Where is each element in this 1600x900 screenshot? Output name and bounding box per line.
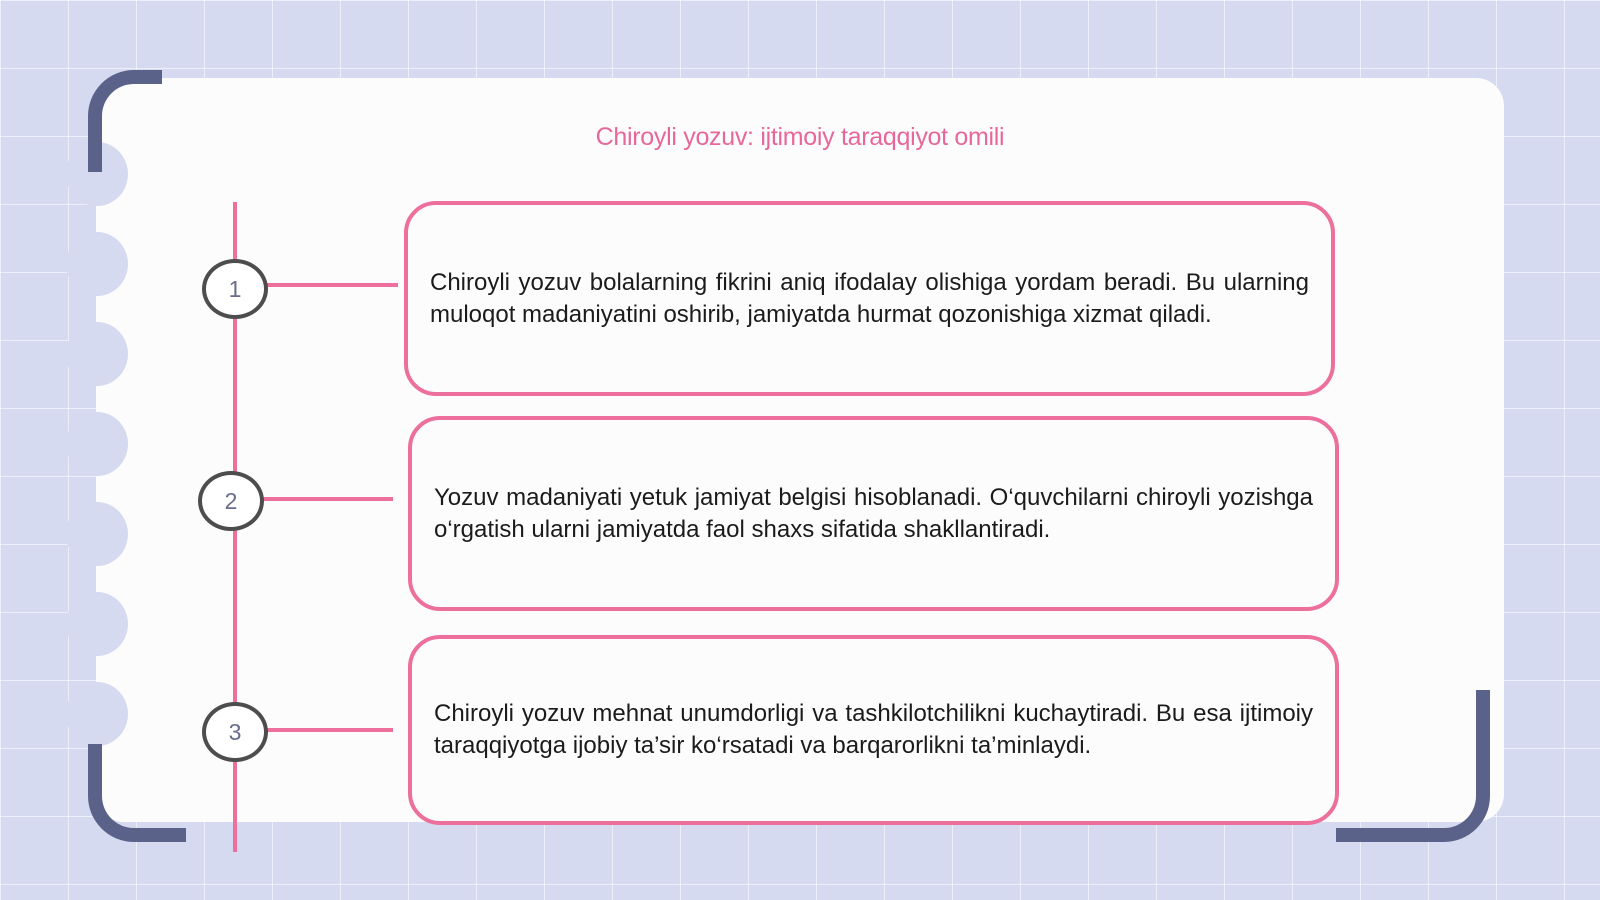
frame-corner-bottom-left [88, 744, 186, 842]
paper-notch [66, 232, 128, 296]
frame-corner-bottom-right [1336, 690, 1490, 842]
frame-corner-top-left [88, 70, 162, 172]
info-card-text: Chiroyli yozuv bolalarning fikrini aniq ifodalay olishiga yordam beradi. Bu ularning muloqot madaniyatini oshirib, jamiyatda hurmat qozonishiga xizmat qiladi. [430, 268, 1309, 328]
step-number: 2 [224, 487, 238, 514]
info-card [404, 201, 1335, 396]
paper-notch [66, 592, 128, 656]
step-number-badge [202, 702, 268, 762]
info-card [408, 635, 1339, 825]
slide-title: Chiroyli yozuv: ijtimoiy taraqqiyot omili [595, 123, 1005, 151]
step-number: 3 [228, 718, 242, 745]
paper-notch [66, 322, 128, 386]
info-card [408, 416, 1339, 611]
paper-notch [66, 502, 128, 566]
paper-notch [66, 412, 128, 476]
step-number-badge [198, 471, 264, 531]
step-number-badge [202, 259, 268, 319]
info-card-text: Chiroyli yozuv mehnat unumdorligi va tashkilotchilikni kuchaytiradi. Bu esa ijtimoiy taraqqiyotga ijobiy ta’sir ko‘rsatadi va barqarorlikni ta’minlaydi. [434, 700, 1313, 759]
paper-notch [66, 682, 128, 746]
step-number: 1 [228, 275, 242, 302]
timeline-connector [265, 283, 398, 287]
timeline-connector [265, 728, 393, 732]
info-card-text: Yozuv madaniyati yetuk jamiyat belgisi hisoblanadi. O‘quvchilarni chiroyli yozishga o‘rgatish ularni jamiyatda faol shaxs sifatida shakllantiradi. [434, 483, 1313, 543]
timeline-connector [262, 497, 393, 501]
